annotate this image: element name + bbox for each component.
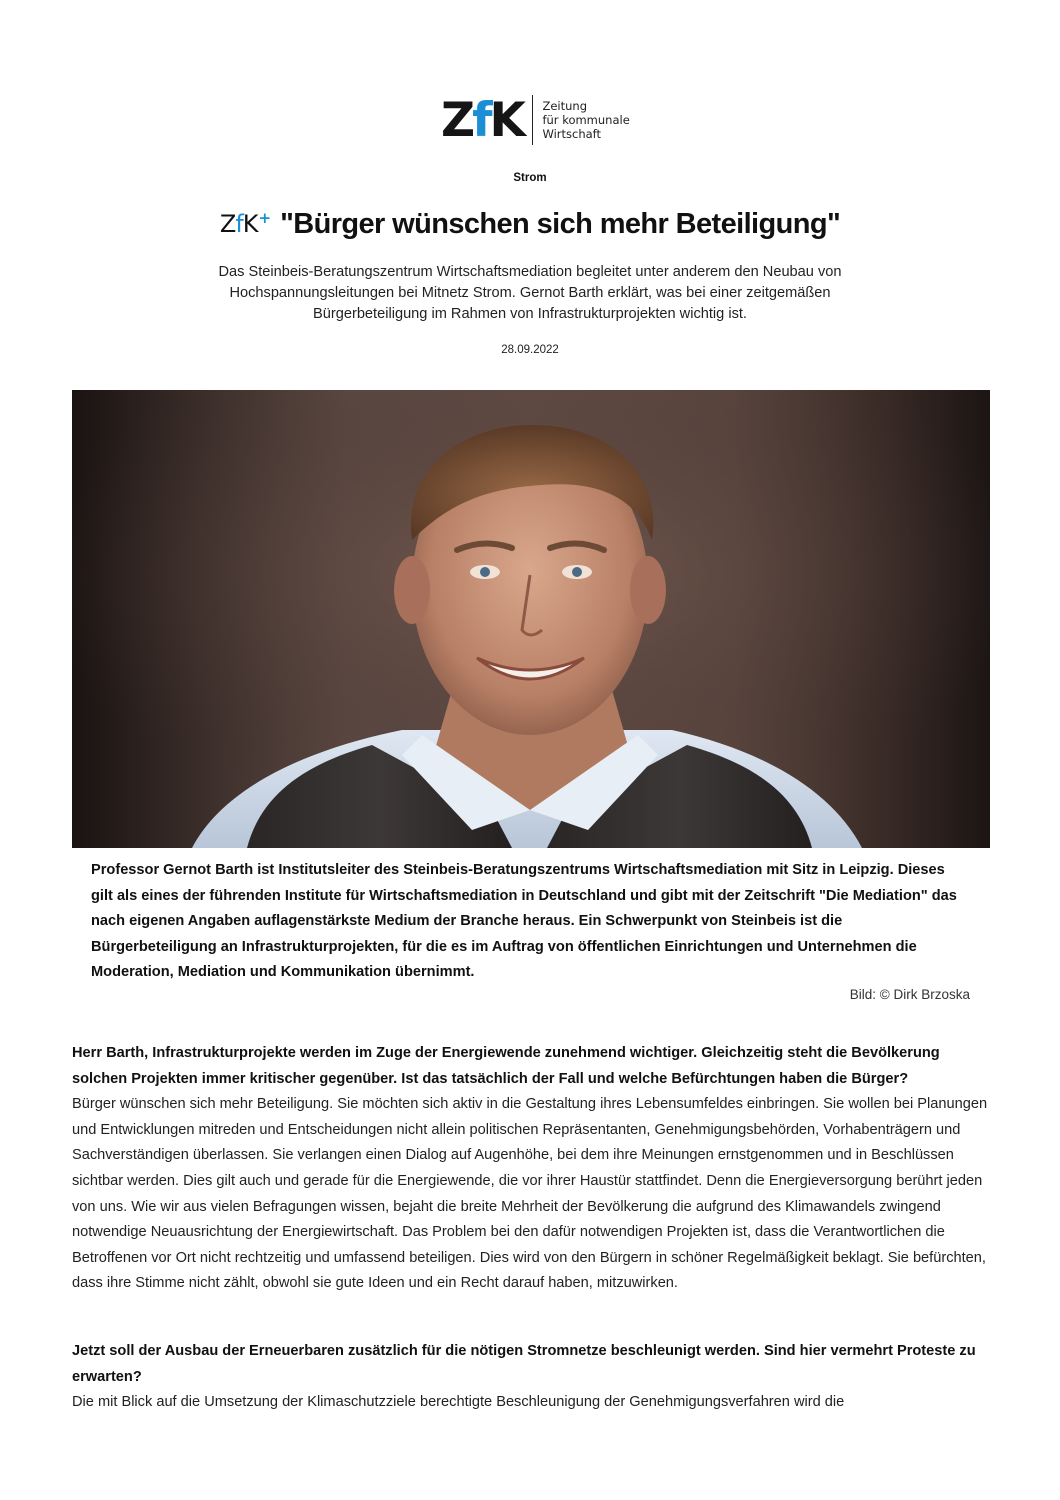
headline-text: "Bürger wünschen sich mehr Beteiligung" bbox=[280, 208, 841, 240]
interview-answer: Bürger wünschen sich mehr Beteiligung. Sie möchten sich aktiv in die Gestaltung ihres Lebensumfeldes einbringen. Sie wollen bei Planungen und Entwicklungen mitreden und Entscheidungen nicht allein politischen Repräsentanten, Genehmigungsbehörden, Vorhabenträgern und Sachverständigen überlassen. Sie verlangen einen Dialog auf Augenhöhe, bei dem ihre Meinungen ernstgenommen und in Beschlüssen sichtbar werden. Dies gilt auch und gerade für die Energiewende, die vor ihrer Haustür stattfindet. Denn die Energieversorgung berührt jeden von uns. Wie wir aus vielen Befragungen wissen, bejaht die breite Mehrheit der Bevölkerung die aufgrund des Klimawandels zwingend notwendige Neuausrichtung der Energiewirtschaft. Das Problem bei den dafür notwendigen Projekten ist, dass die Verantwortlichen die Betroffenen vor Ort nicht rechtzeitig und umfassend beteiligen. Dies wird von den Bürgern in schöner Regelmäßigkeit beklagt. Sie befürchten, dass ihre Stimme nicht zählt, obwohl sie gute Ideen und ein Recht darauf haben, mitzuwirken. bbox=[72, 1096, 988, 1292]
photo-credit: Bild: © Dirk Brzoska bbox=[849, 987, 970, 1002]
article-category[interactable]: Strom bbox=[513, 172, 547, 184]
interview-question: Jetzt soll der Ausbau der Erneuerbaren zusätzlich für die nötigen Stromnetze beschleunigt werden. Sind hier vermehrt Proteste zu erwarten? bbox=[72, 1342, 976, 1385]
logo-divider bbox=[532, 95, 534, 145]
article-lead: Das Steinbeis-Beratungszentrum Wirtschaftsmediation begleitet unter anderem den Neubau von Hochspannungsleitungen bei Mitnetz Strom. Gernot Barth erklärt, was bei einer zeitgemäßen Bürgerbeteiligung im Rahmen von Infrastrukturprojekten wichtig ist. bbox=[218, 264, 842, 322]
logo-tagline: Zeitung für kommunale Wirtschaft bbox=[542, 99, 630, 141]
interview-question: Herr Barth, Infrastrukturprojekte werden im Zuge der Energiewende zunehmend wichtiger. Gleichzeitig steht die Bevölkerung solchen Projekten immer kritischer gegenüber. Ist das tatsächlich der Fall und welche Befürchtungen haben die Bürger? bbox=[72, 1045, 940, 1087]
article-date: 28.09.2022 bbox=[501, 344, 559, 356]
logo-wordmark: ZfK bbox=[441, 92, 523, 148]
zfk-plus-badge: ZfK+ bbox=[219, 209, 271, 238]
section-gap bbox=[72, 1297, 992, 1339]
portrait-illustration bbox=[72, 390, 990, 848]
article-photo bbox=[72, 390, 990, 848]
article-body bbox=[72, 1041, 992, 1416]
zfk-logo[interactable] bbox=[441, 92, 631, 148]
interview-answer: Die mit Blick auf die Umsetzung der Klimaschutzziele berechtigte Beschleunigung der Genehmigungsverfahren wird die bbox=[72, 1394, 845, 1411]
article-headline bbox=[0, 208, 1060, 241]
photo-caption: Professor Gernot Barth ist Institutsleiter des Steinbeis-Beratungszentrums Wirtschaftsmediation mit Sitz in Leipzig. Dieses gilt als eines der führenden Institute für Wirtschaftsmediation in Deutschland und gibt mit der Zeitschrift "Die Mediation" das nach eigenen Angaben auflagenstärkste Medium der Branche heraus. Ein Schwerpunkt von Steinbeis ist die Bürgerbeteiligung an Infrastrukturprojekten, für die es im Auftrag von öffentlichen Einrichtungen und Unternehmen die Moderation, Mediation und Kommunikation übernimmt. bbox=[91, 862, 957, 980]
